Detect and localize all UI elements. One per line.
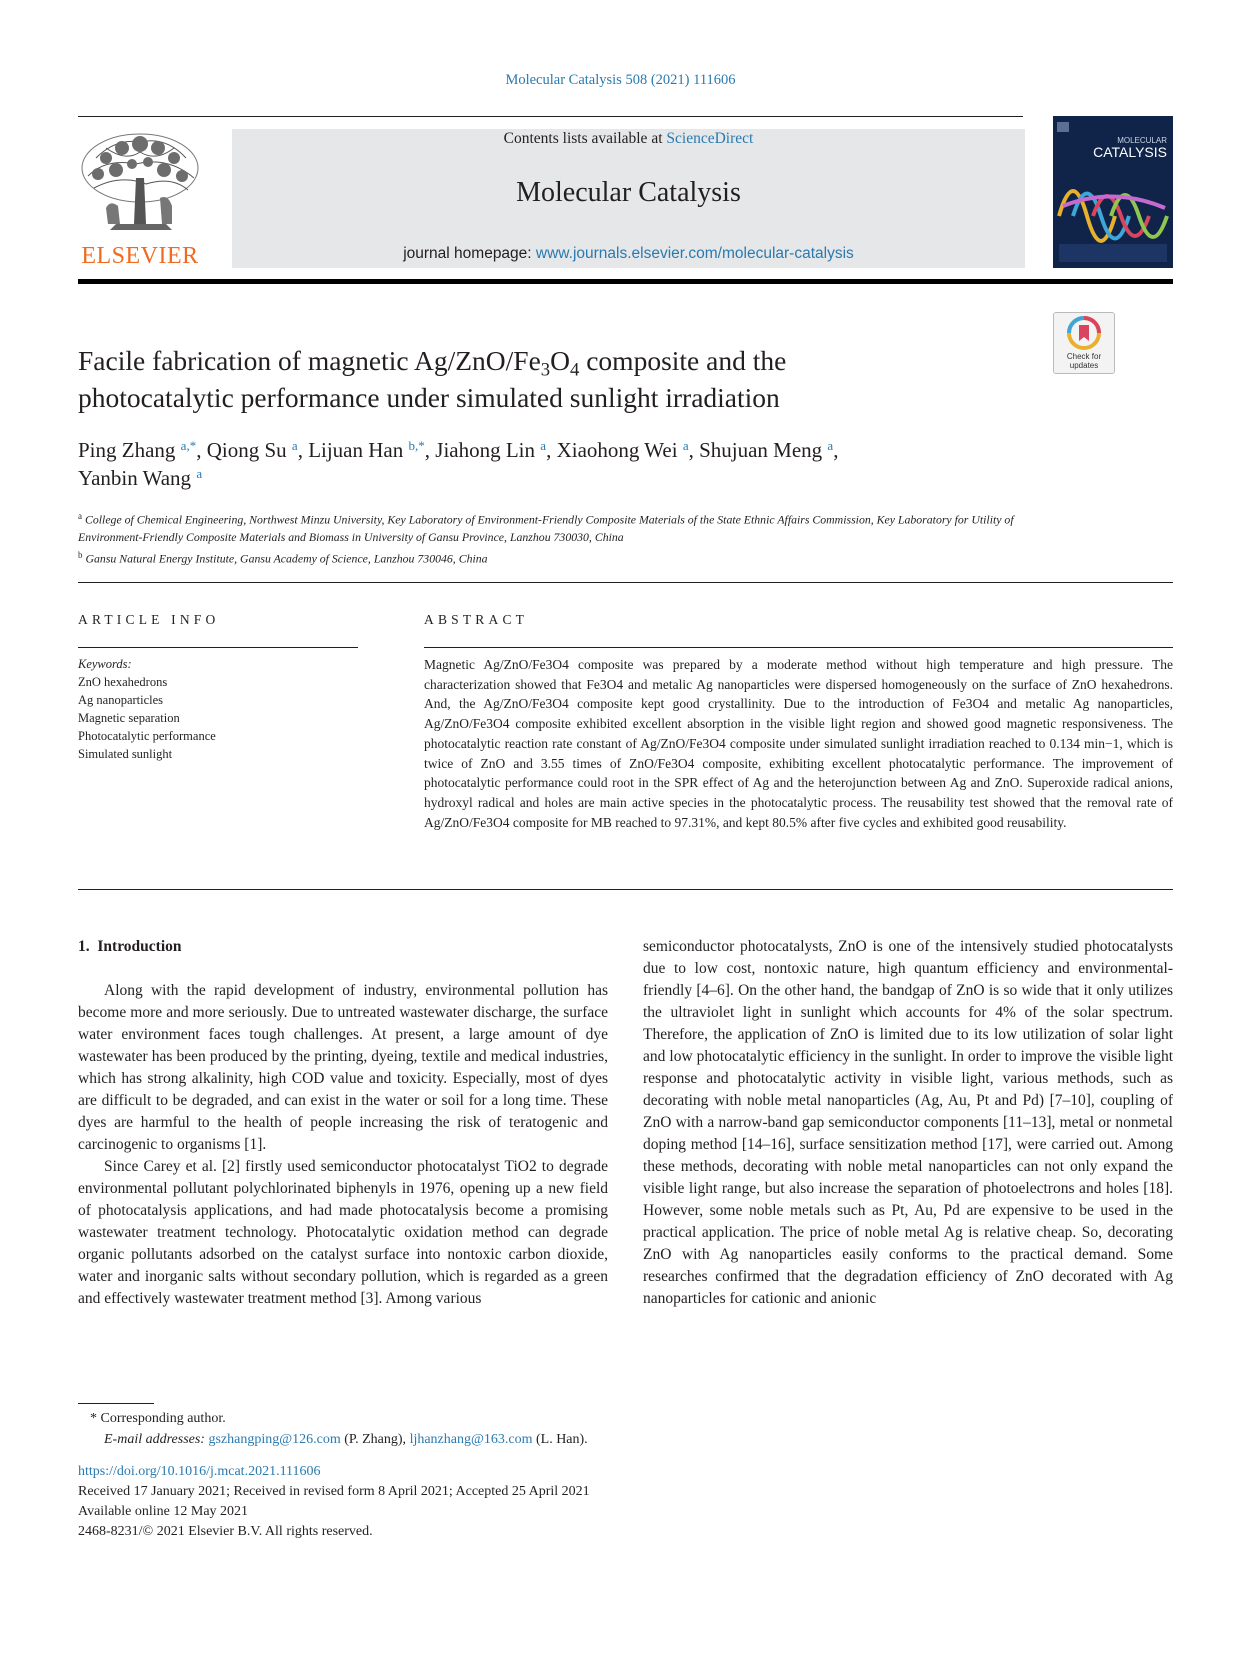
keyword-item: Photocatalytic performance — [78, 729, 216, 743]
header-thick-rule — [78, 279, 1173, 284]
email-line — [78, 1430, 778, 1451]
article-title: Facile fabrication of magnetic $Ag/ZnO/Fe_3O_4$ composite and the photocatalytic performance under simulated sunlight irradiation — [78, 345, 787, 413]
author[interactable]: Yanbin Wang $^a$ — [78, 465, 203, 490]
tree-icon — [76, 128, 204, 240]
keyword-item: Ag nanoparticles — [78, 693, 164, 707]
homepage-prefix: journal homepage: — [403, 245, 532, 262]
keywords-block — [78, 655, 358, 763]
received-dates: Received 17 January 2021; Received in revised form 8 April 2021; Accepted 25 April 2021 — [78, 1484, 590, 1499]
elsevier-logo — [76, 128, 204, 268]
keyword-item: Simulated sunlight — [78, 747, 173, 761]
copyright: 2468-8231/© 2021 Elsevier B.V. All rights reserved. — [78, 1524, 373, 1539]
contents-prefix: Contents lists available at — [503, 130, 663, 147]
journal-citation[interactable]: Molecular Catalysis 508 (2021) 111606 — [505, 72, 736, 88]
available-online: Available online 12 May 2021 — [78, 1504, 249, 1519]
affiliation-b: $^b$ Gansu Natural Energy Institute, Gansu Academy of Science, Lanzhou 730046, China — [78, 549, 488, 565]
abstract-heading: ABSTRACT — [424, 612, 529, 627]
email-link-han[interactable]: ljhanzhang@163.com — [409, 1431, 533, 1447]
intro-paragraph-2: Since Carey et al. [2] firstly used semiconductor photocatalyst TiO2 to degrade environmental pollutant polychlorinated biphenyls in 1976, opening up a new field of photocatalysis applications, and had made photocatalysis become a promising wastewater treatment technology. Photocatalytic oxidation method can degrade organic pollutants adsorbed on the catalyst surface into nontoxic carbon dioxide, water and inorganic salts without secondary pollution, which is regarded as a green and effectively wastewater treatment method [3]. Among various — [78, 1158, 608, 1307]
intro-paragraph-continued: semiconductor photocatalysts, ZnO is one of the intensively studied photocatalysts due to low cost, nontoxic nature, high quantum efficiency and environmental-friendly [4–6]. On the other hand, the bandgap of ZnO is so wide that it only utilizes the ultraviolet light in sunlight which accounts for 4% of the solar spectrum. Therefore, the application of ZnO is limited due to its low utilization of solar light and low photocatalytic efficiency in the sunlight. In order to improve the visible light response and photocatalytic activity in visible light, various methods, such as decorating with noble metal nanoparticles (Ag, Au, Pt and Pd) [7–10], coupling of ZnO with a narrow-band gap semiconductor components [11–13], metal or nonmetal doping method [14–16], surface sensitization method [17], were carried out. Among these methods, decorating with noble metal nanoparticles can not only expand the visible light range, but also increase the separation of photoelectrons and holes [18]. However, some noble metals such as Pt, Au, Pd are expensive to be used in the practical application. The price of noble metal Ag is relative cheap. So, decorating ZnO with Ag nanoparticles easily conforms to the practical demand. Some researches confirmed that the degradation efficiency of ZnO decorated with Ag nanoparticles for cationic and anionic — [643, 938, 1173, 1307]
cover-title-line1: MOLECULAR — [1117, 136, 1167, 145]
email-link-zhang[interactable]: gszhangping@126.com — [208, 1431, 341, 1447]
body-column-right — [643, 936, 1173, 1310]
author[interactable]: Shujuan Meng $^a$ — [699, 437, 834, 462]
keywords-label: Keywords: — [78, 657, 132, 671]
author[interactable]: Xiaohong Wei $^a$ — [556, 437, 689, 462]
homepage-line — [232, 245, 1025, 263]
homepage-link[interactable]: www.journals.elsevier.com/molecular-catalysis — [535, 245, 854, 262]
journal-name: Molecular Catalysis — [516, 177, 741, 208]
check-updates-icon — [1054, 313, 1114, 353]
affiliations — [78, 508, 1078, 568]
doi-link[interactable]: https://doi.org/10.1016/j.mcat.2021.111606 — [78, 1464, 321, 1479]
author[interactable]: Qiong Su $^a$ — [206, 437, 298, 462]
author[interactable]: Ping Zhang $^{a,*}$ — [78, 437, 197, 462]
check-updates-label: Check for updates — [1066, 352, 1102, 370]
cover-title-line2: CATALYSIS — [1093, 144, 1167, 160]
affiliation-rule — [78, 582, 1173, 583]
check-for-updates-button[interactable] — [1053, 312, 1115, 374]
abstract-bottom-rule — [78, 889, 1173, 890]
article-meta — [78, 1462, 878, 1542]
corresponding-author-note: * Corresponding author. — [90, 1411, 226, 1426]
affiliation-a: $^a$ College of Chemical Engineering, Northwest Minzu University, Key Laboratory of Environment-Friendly Composite Materials of the State Ethnic Affairs Commission, Key Laboratory for Utility of Environment-Friendly Composite Materials and Biomass in University of Gansu Province, Lanzhou 730030, China — [78, 511, 1014, 544]
author[interactable]: Lijuan Han $^{b,*}$ — [308, 437, 425, 462]
keyword-item: ZnO hexahedrons — [78, 675, 168, 689]
journal-banner — [232, 129, 1025, 268]
email-label: E-mail addresses: — [104, 1431, 205, 1447]
email-name-zhang: (P. Zhang), — [344, 1431, 407, 1447]
journal-cover-image[interactable] — [1053, 116, 1173, 268]
body-column-left — [78, 936, 608, 1310]
author[interactable]: Jiahong Lin $^a$ — [435, 437, 547, 462]
keywords-rule — [78, 647, 358, 648]
sciencedirect-link[interactable]: ScienceDirect — [666, 130, 754, 147]
footnote-rule — [78, 1403, 154, 1404]
abstract-rule — [424, 647, 1173, 648]
section-heading: 1. Introduction — [78, 938, 182, 955]
contents-line — [232, 130, 1025, 148]
author-list: Ping Zhang $^{a,*}$, Qiong Su $^a$, Lijuan Han $^{b,*}$, Jiahong Lin $^a$, Xiaohong Wei $^a$, Shujuan Meng $^a$, Yanbin Wang $^a$ — [78, 437, 839, 490]
footnote — [78, 1409, 778, 1450]
article-info-heading: ARTICLE INFO — [78, 612, 220, 627]
elsevier-wordmark: ELSEVIER — [81, 243, 199, 269]
header-rule — [78, 116, 1023, 117]
abstract-text: Magnetic Ag/ZnO/Fe3O4 composite was prepared by a moderate method without high temperature and high pressure. The characterization showed that Fe3O4 and metalic Ag nanoparticles were dispersed homogeneously on the surface of ZnO hexahedrons. And, the Ag/ZnO/Fe3O4 composite kept good crystallinity. Due to the introduction of Fe3O4 and metalic Ag nanoparticles, Ag/ZnO/Fe3O4 composite exhibited excellent absorption in the visible light region and showed good magnetic responsiveness. The photocatalytic reaction rate constant of Ag/ZnO/Fe3O4 composite under simulated sunlight irradiation reached to 0.134 min−1, which is twice of ZnO and 3.55 times of ZnO/Fe3O4 composite, exhibiting excellent photocatalytic performance. The improvement of photocatalytic performance could root in the SPR effect of Ag and the heterojunction between Ag and ZnO. Superoxide radical anions, hydroxyl radical and holes are main active species in the photocatalytic process. The reusability test showed that the removal rate of Ag/ZnO/Fe3O4 composite for MB reached to 97.31%, and kept 80.5% after five cycles and exhibited good reusability. — [424, 657, 1173, 830]
email-name-han: (L. Han). — [535, 1431, 588, 1447]
keyword-item: Magnetic separation — [78, 711, 180, 725]
intro-paragraph-1: Along with the rapid development of industry, environmental pollution has become more and more seriously. Due to untreated wastewater discharge, the surface water environment faces tough challenges. At present, a large amount of dye wastewater has been produced by the printing, dyeing, textile and medical industries, which has strong alkalinity, high COD value and toxicity. Especially, most of dyes are difficult to be degraded, and can exist in the water or soil for a long time. These dyes are harmful to the health of people increasing the risk of teratogenic and carcinogenic to organisms [1]. — [78, 982, 608, 1153]
